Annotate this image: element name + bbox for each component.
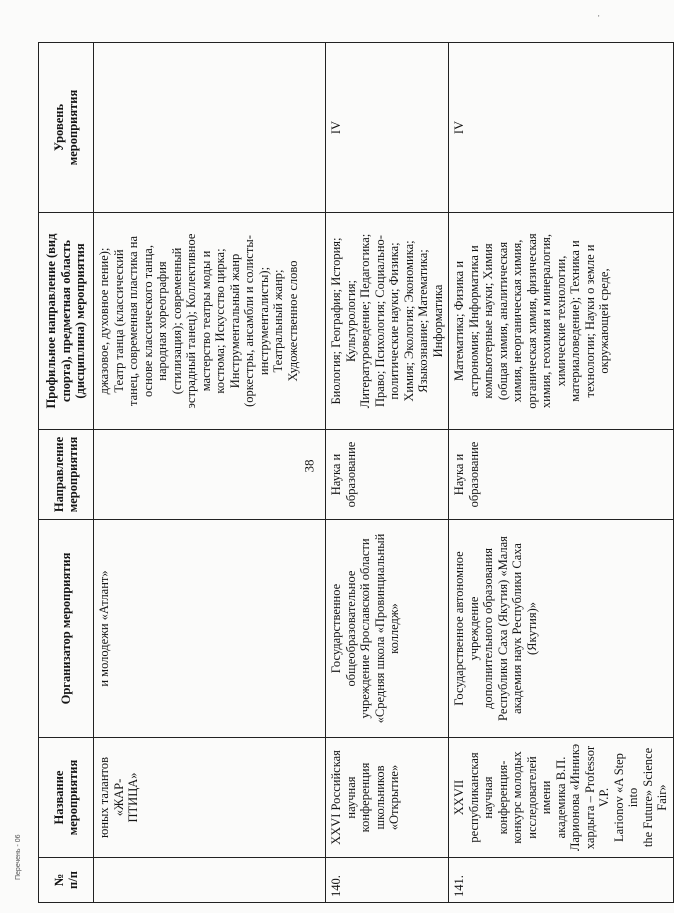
cell-num: 141. — [449, 858, 674, 903]
header-profile: Профильное направление (вид спорта), предметная область (дисциплина) мероприятия — [39, 213, 94, 430]
cell-num: 140. — [326, 858, 449, 903]
cell-name: XXVI Российская научная конференция школьников «Открытие» — [326, 738, 449, 858]
cell-name: XXVII республиканская научная конференция- конкурс молодых исследователей имени академика В.П. Ларионова «Инникэ хардыта – Professor V.P. Larionov «A Step into the Future» Science Fair» — [449, 738, 674, 858]
cell-profile: Математика; Физика и астрономия; Информатика и компьютерные науки; Химия (общая химия, аналитическая химия, неорганическая химия, органическая химия, физическая химия, геохимия и минералогия, химические технологии, материаловедение); Техника и технологии; Науки о земле и окружающей среде, — [449, 213, 674, 430]
cell-direction — [94, 430, 326, 520]
header-num: № п/п — [39, 858, 94, 903]
corner-mark: ' — [598, 14, 600, 23]
table-header-row — [39, 43, 94, 903]
page-number: 38 — [301, 459, 317, 473]
cell-level: IV — [326, 43, 449, 213]
footer-text: Перечень - 06 — [15, 834, 22, 880]
cell-level: IV — [449, 43, 674, 213]
rotated-table-wrapper — [38, 43, 669, 903]
table-row — [94, 43, 326, 903]
header-organizer: Организатор мероприятия — [39, 520, 94, 738]
cell-organizer: Государственное автономное учреждение дополнительного образования Республики Саха (Якутия) «Малая академия наук Республики Саха (Якутия)» — [449, 520, 674, 738]
table-row — [326, 43, 449, 903]
cell-profile: Биология; География; История; Культурология; Литературоведение; Педагогика; Право; Психология; Социально- политические науки; Физика; Химия; Экология; Экономика; Языкознание; Математика; Информатика — [326, 213, 449, 430]
cell-direction: Наука и образование — [326, 430, 449, 520]
cell-profile: джазовое, духовное пение); Театр танца (классический танец, современная пластика на основе классического танца, народная хореография (стилизация); современный эстрадный танец); Коллективное мастерство театры моды и костюма; Искусство цирка; Инструментальный жанр (оркестры, ансамбли и солисты- инструменталисты); Театральный жанр; Художественное слово — [94, 213, 326, 430]
events-table — [38, 42, 674, 903]
cell-num — [94, 858, 326, 903]
header-name: Название мероприятия — [39, 738, 94, 858]
cell-name: юных талантов «ЖАР- ПТИЦА» — [94, 738, 326, 858]
header-level: Уровень мероприятия — [39, 43, 94, 213]
cell-level — [94, 43, 326, 213]
cell-organizer: Государственное общеобразовательное учреждение Ярославской области «Средняя школа «Провинциальный колледж» — [326, 520, 449, 738]
cell-direction: Наука и образование — [449, 430, 674, 520]
cell-organizer: и молодежи «Атлант» — [94, 520, 326, 738]
header-direction: Направление мероприятия — [39, 430, 94, 520]
table-row — [449, 43, 674, 903]
